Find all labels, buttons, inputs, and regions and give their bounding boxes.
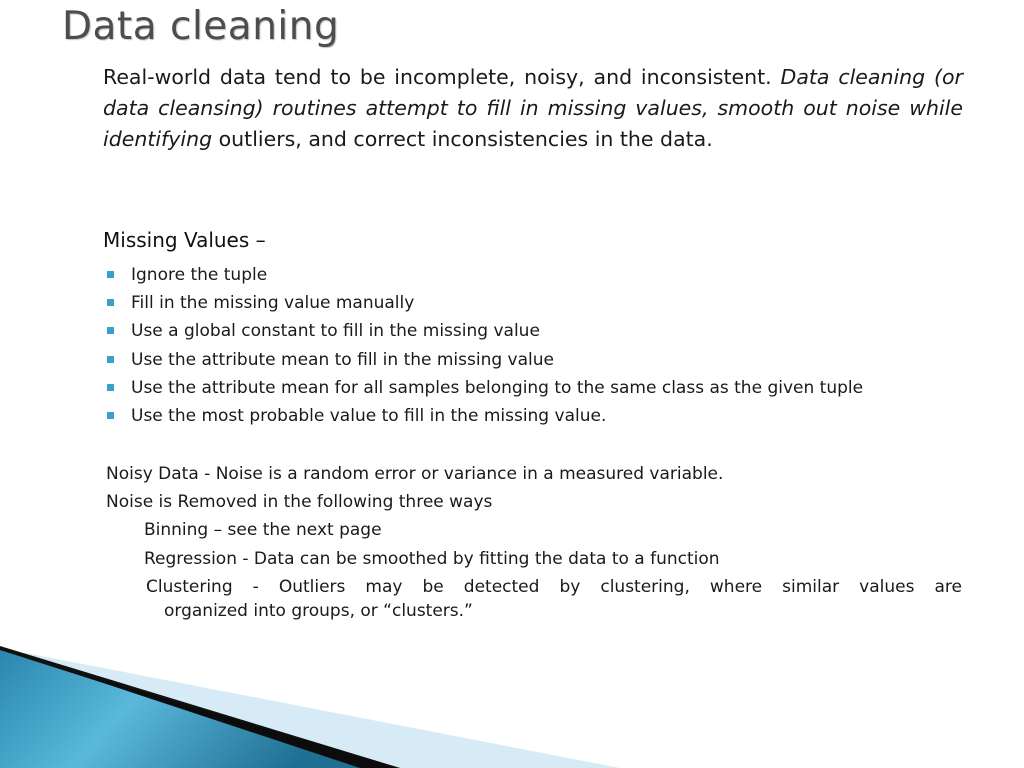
clustering-line-2: organized into groups, or “clusters.”	[164, 600, 473, 621]
slide-title: Data cleaning	[62, 4, 340, 49]
list-item-text: Use the most probable value to fill in the missing value.	[131, 405, 607, 426]
intro-text-italic: Data cleaning (or data cleansing) routines attempt to fill in missing values, smooth out noise while identifying	[103, 65, 963, 151]
binning-method: Binning – see the next page	[144, 520, 382, 541]
intro-text-end: outliers, and correct inconsistencies in the data.	[212, 127, 713, 151]
missing-values-heading: Missing Values –	[103, 228, 266, 252]
list-item-text: Ignore the tuple	[131, 265, 268, 285]
clustering-line-1: Clustering - Outliers may be detected by clustering, where similar values are	[146, 576, 962, 597]
noisy-data-label: Noisy Data	[106, 464, 199, 484]
noisy-data-definition-text: - Noise is a random error or variance in a measured variable.	[198, 464, 724, 484]
intro-text-start: Real-world data tend to be incomplete, noisy, and inconsistent.	[103, 65, 781, 89]
list-item-text: Use the attribute mean for all samples belonging to the same class as the given tuple	[131, 377, 864, 398]
regression-method: Regression - Data can be smoothed by fitting the data to a function	[144, 548, 720, 569]
noise-removal-intro: Noise is Removed in the following three ways	[106, 492, 493, 513]
list-item-text: Use the attribute mean to fill in the missing value	[131, 349, 554, 370]
list-item-text: Fill in the missing value manually	[131, 293, 415, 314]
list-item-text: Use a global constant to fill in the missing value	[131, 321, 540, 342]
